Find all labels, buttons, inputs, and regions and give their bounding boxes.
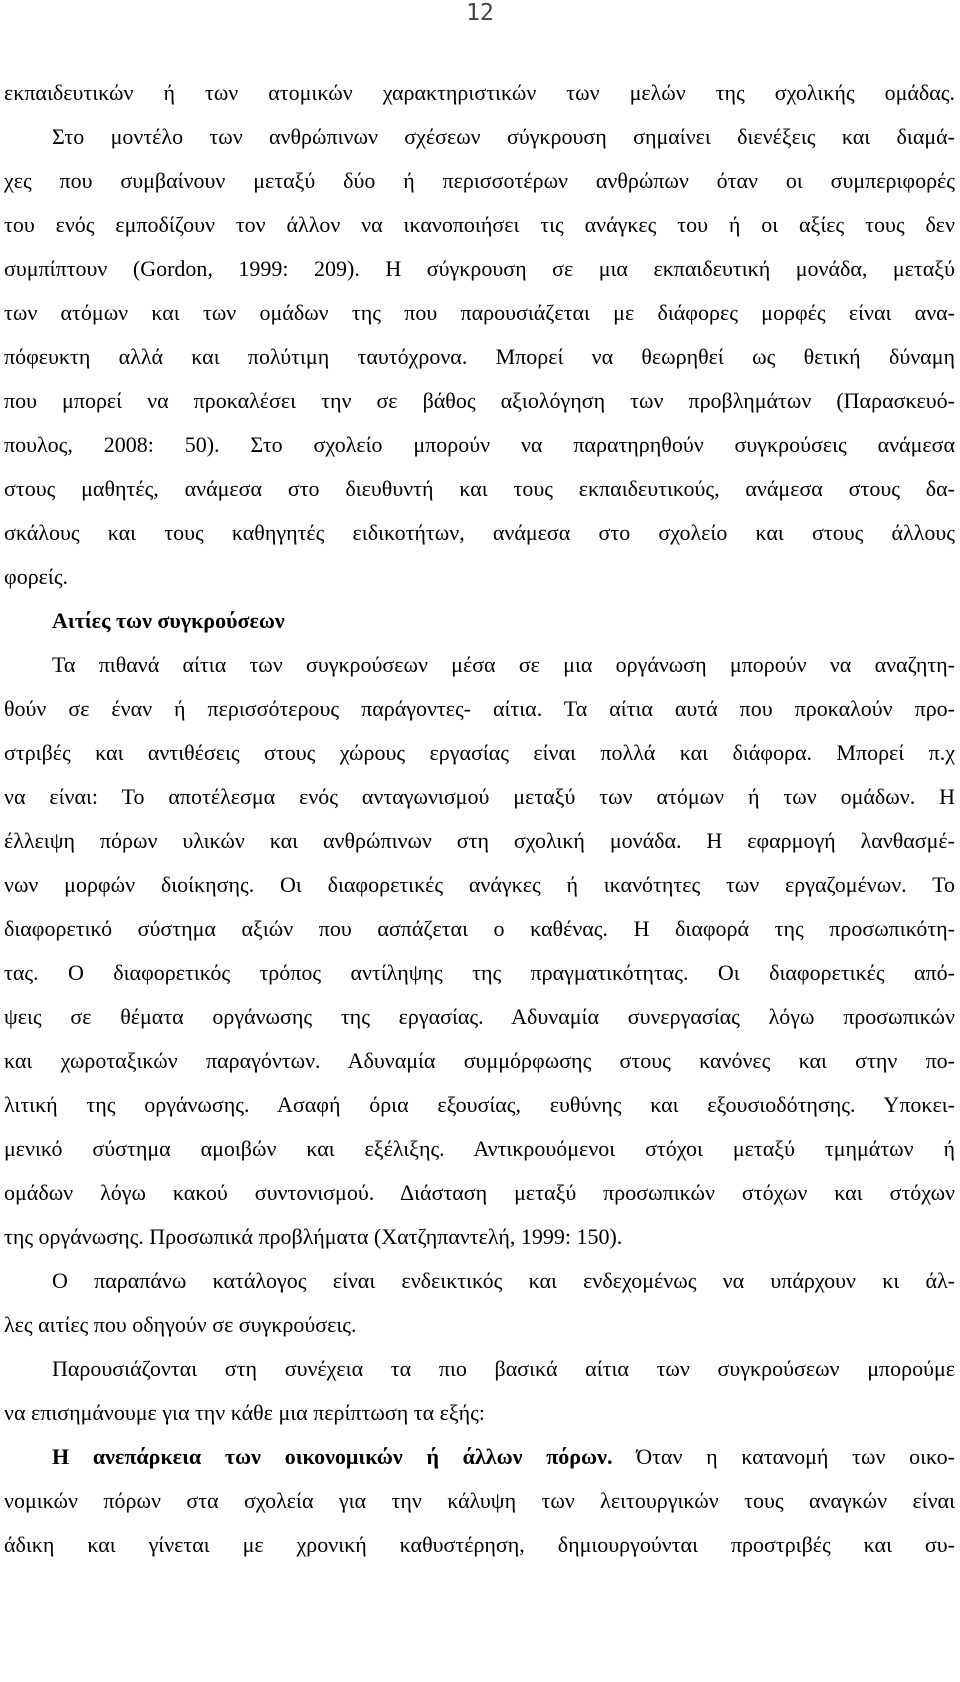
text-line: νομικών πόρων στα σχολεία για την κάλυψη των λειτουργικών τους αναγκών είναι — [4, 1488, 955, 1513]
text-line: θούν σε έναν ή περισσότερους παράγοντες- αίτια. Τα αίτια αυτά που προκαλούν προ- — [4, 696, 955, 721]
section-heading: Αιτίες των συγκρούσεων — [52, 608, 285, 633]
text-line: σκάλους και τους καθηγητές ειδικοτήτων, ανάμεσα στο σχολείο και στους άλλους — [4, 520, 955, 545]
text-line-mixed — [52, 1442, 955, 1472]
text-line: των ατόμων και των ομάδων της που παρουσιάζεται με διάφορες μορφές είναι ανα- — [4, 300, 955, 325]
text-line: να επισημάνουμε για την κάθε μια περίπτωση τα εξής: — [4, 1400, 485, 1425]
text-line: της οργάνωσης. Προσωπικά προβλήματα (Χατζηπαντελή, 1999: 150). — [4, 1224, 623, 1249]
text-line: Στο μοντέλο των ανθρώπινων σχέσεων σύγκρουση σημαίνει διενέξεις και διαμά- — [52, 124, 955, 149]
text-line: λιτική της οργάνωσης. Ασαφή όρια εξουσίας, ευθύνης και εξουσιοδότησης. Υποκει- — [4, 1092, 955, 1117]
text-line: ψεις σε θέματα οργάνωσης της εργασίας. Αδυναμία συνεργασίας λόγω προσωπικών — [4, 1004, 955, 1029]
text-line: έλλειψη πόρων υλικών και ανθρώπινων στη σχολική μονάδα. Η εφαρμογή λανθασμέ- — [4, 828, 955, 853]
text-line: Ο παραπάνω κατάλογος είναι ενδεικτικός και ενδεχομένως να υπάρχουν κι άλ- — [52, 1268, 955, 1293]
text-line: λες αιτίες που οδηγούν σε συγκρούσεις. — [4, 1312, 357, 1337]
text-line: στριβές και αντιθέσεις στους χώρους εργασίας είναι πολλά και διάφορα. Μπορεί π.χ — [4, 740, 955, 765]
text-line: που μπορεί να προκαλέσει την σε βάθος αξιολόγηση των προβλημάτων (Παρασκευό- — [4, 388, 955, 413]
text-line: Τα πιθανά αίτια των συγκρούσεων μέσα σε μια οργάνωση μπορούν να αναζητη- — [52, 652, 955, 677]
text-line: χες που συμβαίνουν μεταξύ δύο ή περισσοτέρων ανθρώπων όταν οι συμπεριφορές — [4, 168, 955, 193]
text-line: και χωροταξικών παραγόντων. Αδυναμία συμμόρφωσης στους κανόνες και στην πο- — [4, 1048, 955, 1073]
text-line: φορείς. — [4, 564, 69, 589]
subheading-resource-shortage: Η ανεπάρκεια των οικονομικών ή άλλων πόρων. — [52, 1444, 613, 1469]
text-line: Παρουσιάζονται στη συνέχεια τα πιο βασικά αίτια των συγκρούσεων μπορούμε — [52, 1356, 955, 1381]
text-line: άδικη και γίνεται με χρονική καθυστέρηση, δημιουργούνται προστριβές και συ- — [4, 1532, 955, 1557]
text-line: στους μαθητές, ανάμεσα στο διευθυντή και τους εκπαιδευτικούς, ανάμεσα στους δα- — [4, 476, 955, 501]
text-line: να είναι: Το αποτέλεσμα ενός ανταγωνισμού μεταξύ των ατόμων ή των ομάδων. Η — [4, 784, 955, 809]
text-line: διαφορετικό σύστημα αξιών που ασπάζεται ο καθένας. Η διαφορά της προσωπικότη- — [4, 916, 955, 941]
text-line: ομάδων λόγω κακού συντονισμού. Διάσταση μεταξύ προσωπικών στόχων και στόχων — [4, 1180, 955, 1205]
text-line: συμπίπτουν (Gordon, 1999: 209). Η σύγκρουση σε μια εκπαιδευτική μονάδα, μεταξύ — [4, 256, 955, 281]
text-line: του ενός εμποδίζουν τον άλλον να ικανοποιήσει τις ανάγκες του ή οι αξίες τους δεν — [4, 212, 955, 237]
text-line: πουλος, 2008: 50). Στο σχολείο μπορούν να παρατηρηθούν συγκρούσεις ανάμεσα — [4, 432, 955, 457]
text-line: μενικό σύστημα αμοιβών και εξέλιξης. Αντικρουόμενοι στόχοι μεταξύ τμημάτων ή — [4, 1136, 955, 1161]
text-run: Όταν η κατανομή των οικο- — [612, 1444, 955, 1469]
text-line: νων μορφών διοίκησης. Οι διαφορετικές ανάγκες ή ικανότητες των εργαζομένων. Το — [4, 872, 955, 897]
page-number: 12 — [466, 0, 494, 26]
text-line: εκπαιδευτικών ή των ατομικών χαρακτηριστικών των μελών της σχολικής ομάδας. — [4, 80, 955, 105]
text-line: πόφευκτη αλλά και πολύτιμη ταυτόχρονα. Μπορεί να θεωρηθεί ως θετική δύναμη — [4, 344, 955, 369]
text-line: τας. Ο διαφορετικός τρόπος αντίληψης της πραγματικότητας. Οι διαφορετικές από- — [4, 960, 955, 985]
